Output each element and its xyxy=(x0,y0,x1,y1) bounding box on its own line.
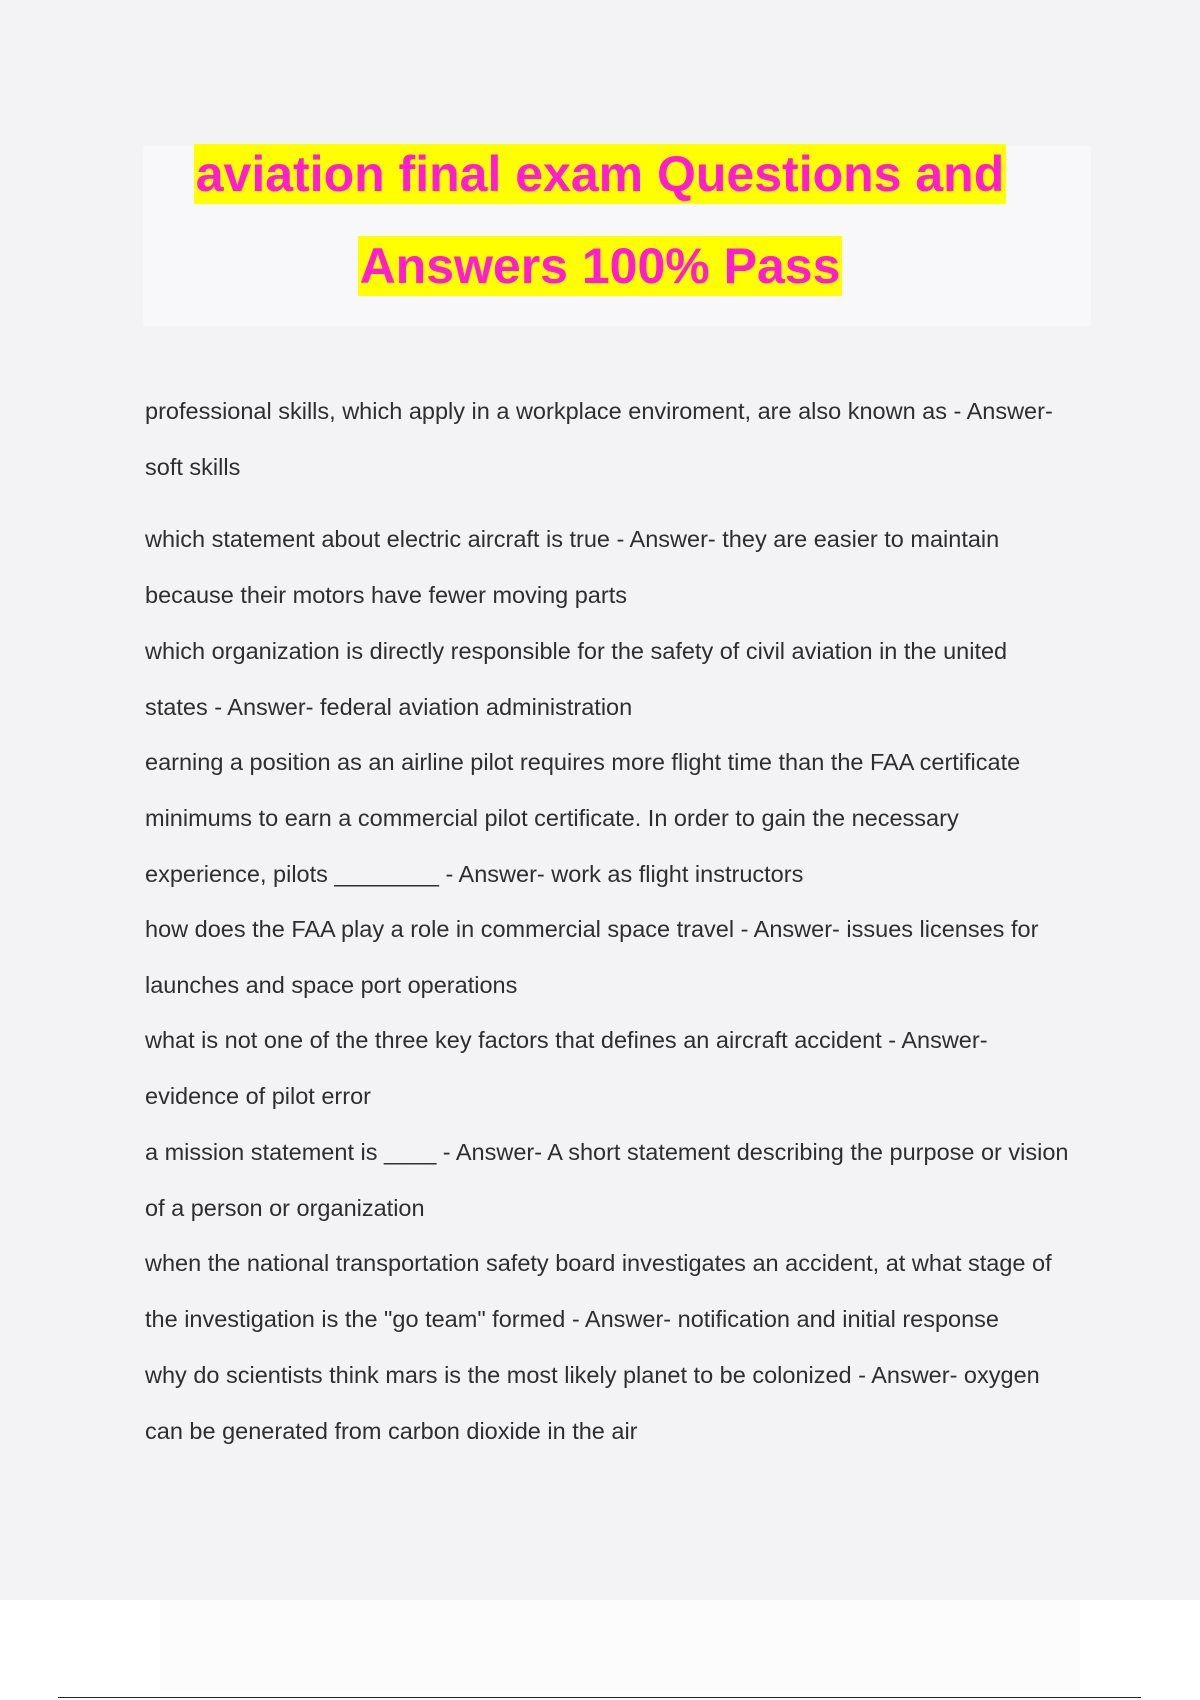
qa-item xyxy=(145,383,1095,495)
qa-line: can be generated from carbon dioxide in the air xyxy=(145,1418,638,1444)
qa-item xyxy=(145,1124,1095,1236)
qa-line: what is not one of the three key factors that defines an aircraft accident - Answer- xyxy=(145,1027,988,1053)
qa-line: soft skills xyxy=(145,454,241,480)
qa-item xyxy=(145,1235,1095,1347)
qa-line: because their motors have fewer moving parts xyxy=(145,582,627,608)
footer-divider xyxy=(58,1697,1141,1698)
qa-line: professional skills, which apply in a workplace enviroment, are also known as - Answer- xyxy=(145,398,1053,424)
qa-line: which organization is directly responsible for the safety of civil aviation in the united xyxy=(145,638,1008,664)
qa-item xyxy=(145,1012,1095,1124)
title-line-1-wrap xyxy=(0,144,1200,204)
qa-line: why do scientists think mars is the most likely planet to be colonized - Answer- oxygen xyxy=(145,1362,1040,1388)
qa-item xyxy=(145,1347,1095,1459)
page-title-line-2: Answers 100% Pass xyxy=(359,238,841,294)
qa-item xyxy=(145,511,1095,623)
qa-line: how does the FAA play a role in commercial space travel - Answer- issues licenses for xyxy=(145,916,1039,942)
qa-line: which statement about electric aircraft is true - Answer- they are easier to maintain xyxy=(145,526,1000,552)
title-line-2-wrap xyxy=(0,236,1200,296)
qa-item xyxy=(145,734,1095,902)
qa-line: the investigation is the "go team" formed - Answer- notification and initial response xyxy=(145,1306,999,1332)
qa-line: of a person or organization xyxy=(145,1195,425,1221)
page-footer xyxy=(160,1600,1080,1690)
qa-line: minimums to earn a commercial pilot certificate. In order to gain the necessary xyxy=(145,805,959,831)
qa-line: launches and space port operations xyxy=(145,972,518,998)
qa-line: when the national transportation safety board investigates an accident, at what stage of xyxy=(145,1250,1052,1276)
qa-line: experience, pilots ________ - Answer- work as flight instructors xyxy=(145,861,804,887)
qa-item xyxy=(145,901,1095,1013)
qa-line: a mission statement is ____ - Answer- A short statement describing the purpose or vision xyxy=(145,1139,1069,1165)
qa-line: evidence of pilot error xyxy=(145,1083,371,1109)
page-title-line-1: aviation final exam Questions and xyxy=(195,146,1005,202)
qa-line: states - Answer- federal aviation administration xyxy=(145,694,633,720)
qa-item xyxy=(145,623,1095,735)
qa-line: earning a position as an airline pilot requires more flight time than the FAA certificate xyxy=(145,749,1021,775)
